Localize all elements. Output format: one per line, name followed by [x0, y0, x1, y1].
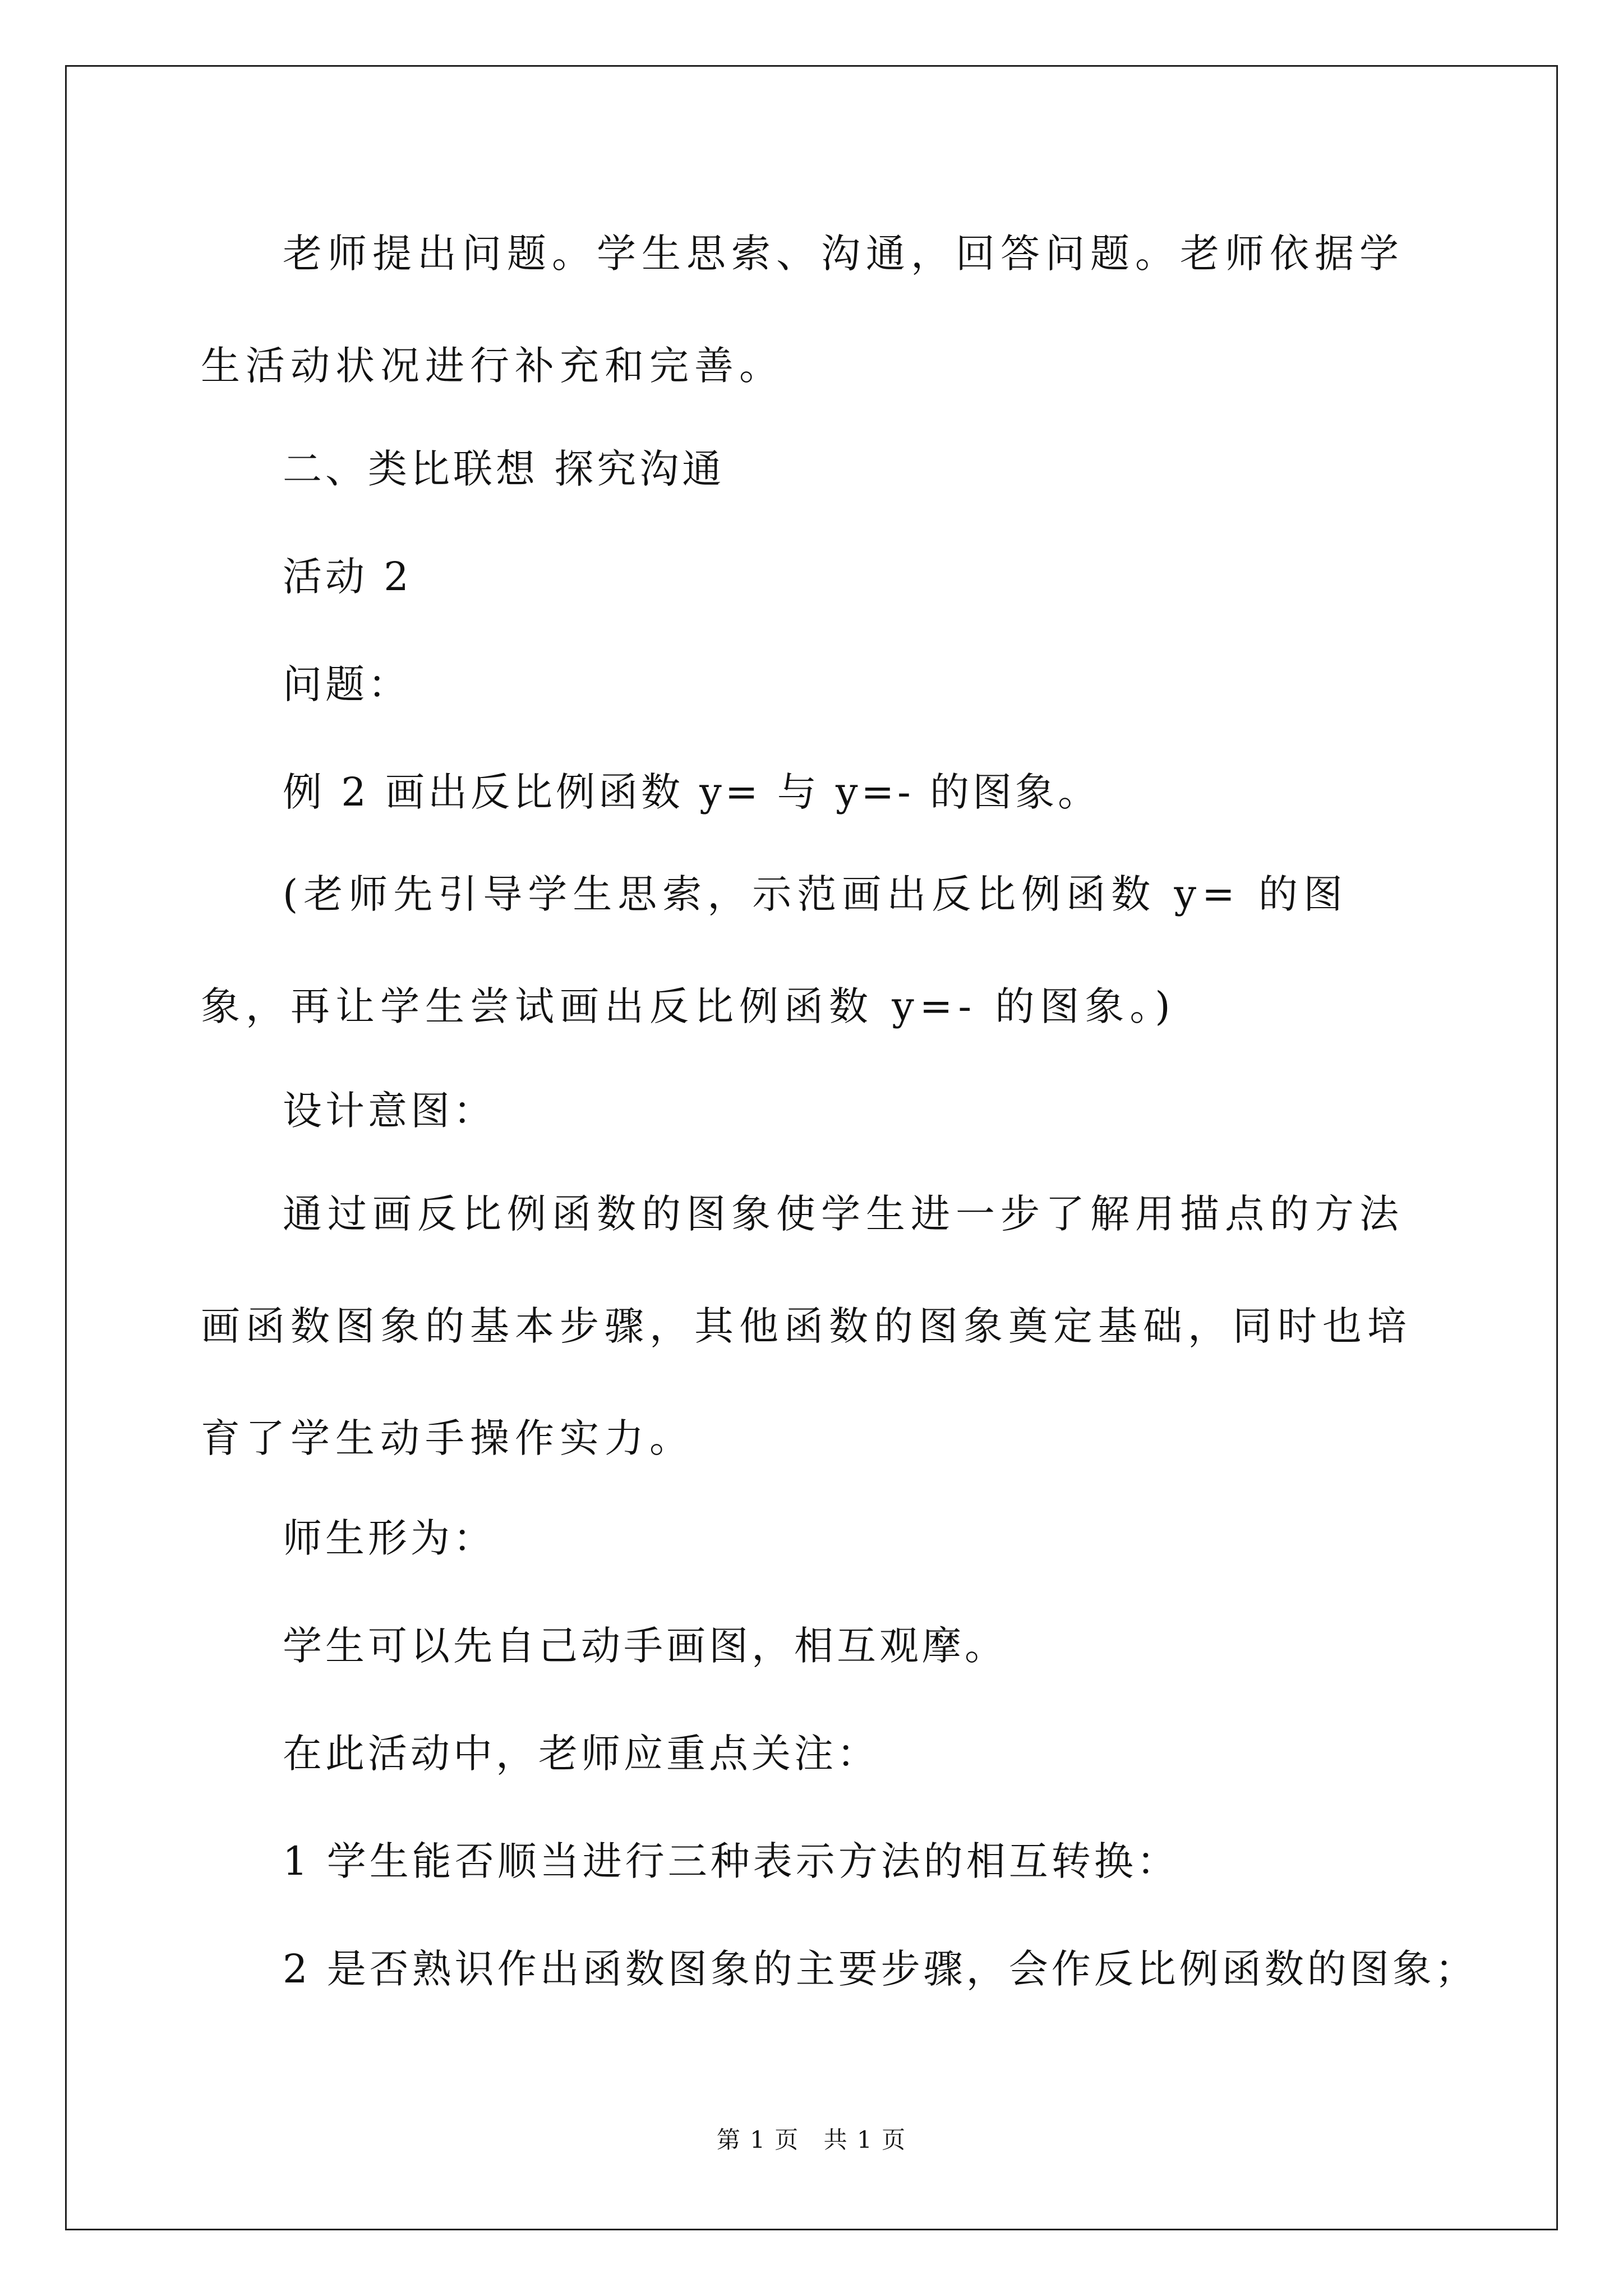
design-intent-label: 设计意图： [283, 1088, 496, 1134]
teacher-student-label: 师生形为： [283, 1515, 496, 1561]
student-drawing-text: 学生可以先自己动手画图，相互观摩。 [283, 1623, 1007, 1669]
focus-item-1: 1 学生能否顺当进行三种表示方法的相互转换： [283, 1838, 1179, 1884]
example-2: 例 2 画出反比例函数 y= 与 y=- 的图象。 [283, 769, 1101, 815]
question-label: 问题： [283, 661, 411, 707]
focus-item-2: 2 是否熟识作出函数图象的主要步骤，会作反比例函数的图象； [283, 1946, 1478, 1992]
page-footer [0, 2122, 1623, 2155]
design-intent-text: 通过画反比例函数的图象使学生进一步了解用描点的方法画函数图象的基本步骤，其他函数的图象奠定基础，同时也培育了学生动手操作实力。 [201, 1191, 1412, 1461]
page-number: 第 1 页 [716, 2126, 800, 2154]
activity-label: 活动 2 [283, 554, 412, 600]
paragraph-1: 老师提出问题。学生思索、沟通，回答问题。老师依据学生活动状况进行补充和完善。 [201, 231, 1404, 389]
page-total: 共 1 页 [823, 2126, 907, 2154]
teacher-guidance: (老师先引导学生思索，示范画出反比例函数 y= 的图象，再让学生尝试画出反比例函数 y=- 的图象。) [201, 871, 1349, 1029]
teacher-focus-label: 在此活动中，老师应重点关注： [283, 1731, 879, 1777]
section-heading: 二、类比联想 探究沟通 [283, 446, 725, 492]
